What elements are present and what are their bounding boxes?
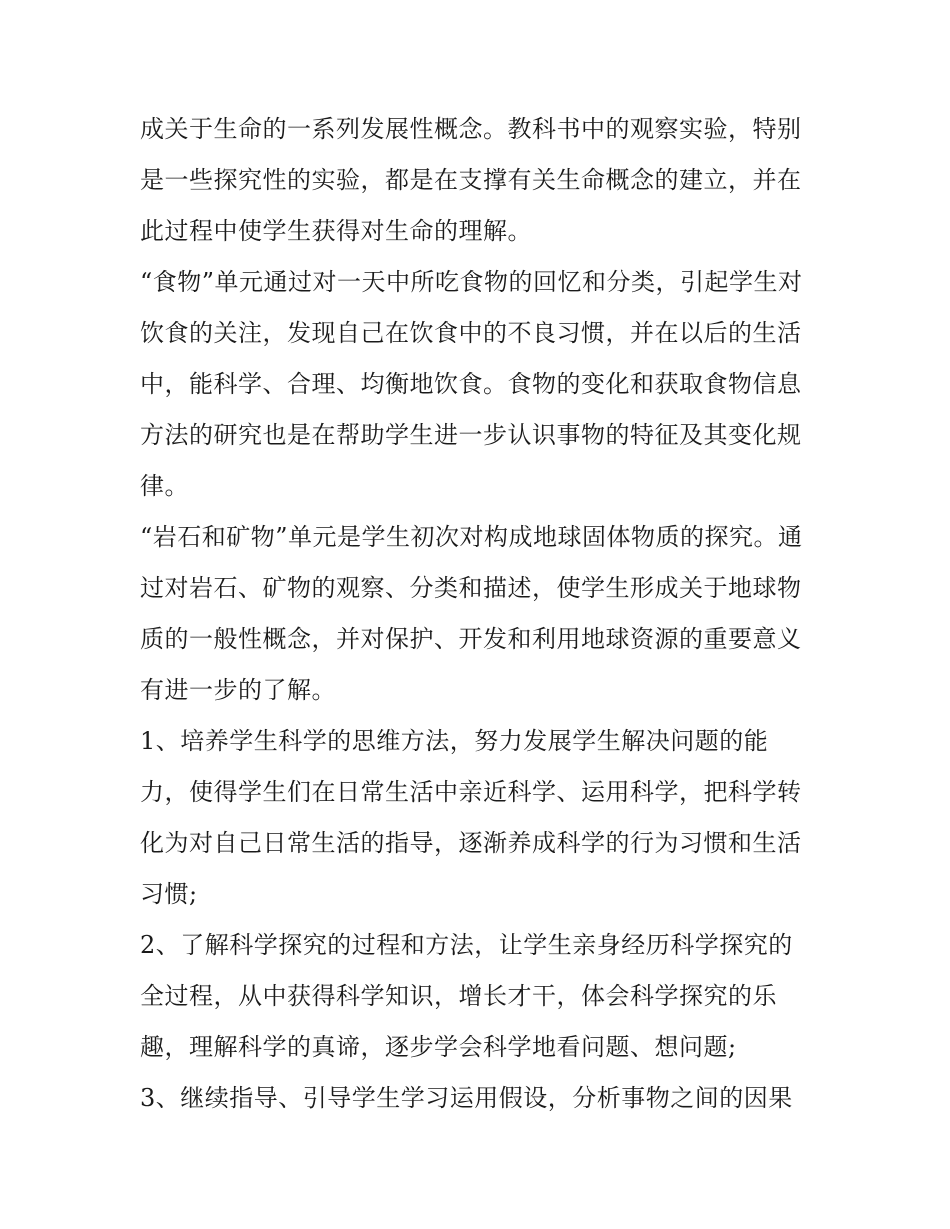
text-line: 过对岩石、矿物的观察、分类和描述，使学生形成关于地球物: [140, 574, 802, 602]
text-line: 有进一步的了解。: [140, 676, 336, 704]
text-line: 2、了解科学探究的过程和方法，让学生亲身经历科学探究的: [140, 931, 793, 959]
text-line: 方法的研究也是在帮助学生进一步认识事物的特征及其变化规: [140, 421, 802, 449]
text-line: 全过程，从中获得科学知识，增长才干，体会科学探究的乐: [140, 982, 777, 1010]
text-line: 习惯;: [140, 880, 198, 908]
paragraph-rocks-minerals-unit: [140, 512, 820, 716]
text-line: 3、继续指导、引导学生学习运用假设，分析事物之间的因果: [140, 1084, 793, 1112]
text-line: 饮食的关注，发现自己在饮食中的不良习惯，并在以后的生活: [140, 319, 802, 347]
text-line: 1、培养学生科学的思维方法，努力发展学生解决问题的能: [140, 727, 769, 755]
paragraph-food-unit: [140, 257, 820, 512]
text-line: 此过程中使学生获得对生命的理解。: [140, 217, 532, 245]
text-line: “食物”单元通过对一天中所吃食物的回忆和分类，引起学生对: [140, 268, 803, 296]
text-line: 是一些探究性的实验，都是在支撑有关生命概念的建立，并在: [140, 166, 802, 194]
text-line: 中，能科学、合理、均衡地饮食。食物的变化和获取食物信息: [140, 370, 802, 398]
list-item-goal-3: [140, 1073, 820, 1124]
text-line: “岩石和矿物”单元是学生初次对构成地球固体物质的探究。通: [140, 523, 803, 551]
list-item-goal-2: [140, 920, 820, 1073]
text-line: 力，使得学生们在日常生活中亲近科学、运用科学，把科学转: [140, 778, 802, 806]
list-item-goal-1: [140, 716, 820, 920]
text-line: 律。: [140, 472, 189, 500]
document-body: [140, 104, 820, 1124]
text-line: 质的一般性概念，并对保护、开发和利用地球资源的重要意义: [140, 625, 802, 653]
text-line: 趣，理解科学的真谛，逐步学会科学地看问题、想问题;: [140, 1033, 737, 1061]
text-line: 化为对自己日常生活的指导，逐渐养成科学的行为习惯和生活: [140, 829, 802, 857]
text-line: 成关于生命的一系列发展性概念。教科书中的观察实验，特别: [140, 115, 802, 143]
paragraph-life-concepts: [140, 104, 820, 257]
